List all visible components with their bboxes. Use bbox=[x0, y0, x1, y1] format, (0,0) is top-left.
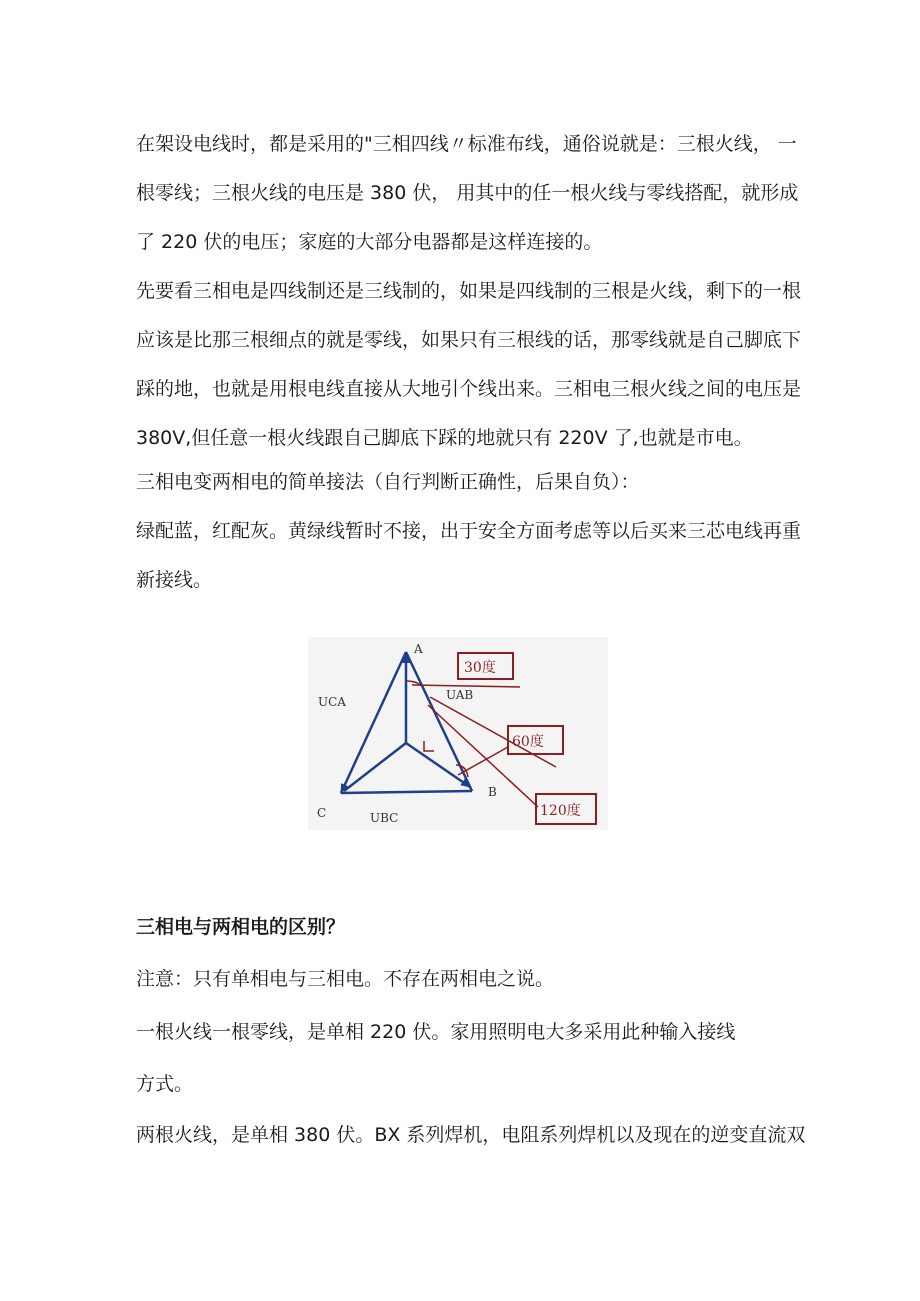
body-text-line: 新接线。 bbox=[136, 569, 213, 591]
uab-label: UAB bbox=[446, 688, 474, 702]
vertex-b-label: B bbox=[488, 785, 497, 799]
body-text-line: 一根火线一根零线，是单相 220 伏。家用照明电大多采用此种输入接线 bbox=[136, 1021, 736, 1043]
body-text-line: 方式。 bbox=[136, 1073, 194, 1095]
angle-120-label: 120度 bbox=[540, 803, 581, 819]
body-text-line: 两根火线，是单相 380 伏。BX 系列焊机，电阻系列焊机以及现在的逆变直流双 bbox=[136, 1124, 806, 1146]
vertex-a-label: A bbox=[414, 642, 423, 656]
body-text-line: 绿配蓝，红配灰。黄绿线暂时不接，出于安全方面考虑等以后买来三芯电线再重 bbox=[136, 520, 802, 542]
body-text-line: 先要看三相电是四线制还是三线制的，如果是四线制的三根是火线，剩下的一根 bbox=[136, 280, 802, 302]
body-text-line: 了 220 伏的电压；家庭的大部分电器都是这样连接的。 bbox=[136, 231, 603, 253]
body-text-line: 380V,但任意一根火线跟自己脚底下踩的地就只有 220V 了,也就是市电。 bbox=[136, 427, 753, 449]
vertex-c-label: C bbox=[317, 806, 327, 820]
uca-label: UCA bbox=[318, 695, 346, 709]
body-text-line: 在架设电线时，都是采用的"三相四线〃标准布线，通俗说就是：三根火线， 一 bbox=[136, 133, 797, 155]
section-heading: 三相电与两相电的区别？ bbox=[136, 916, 346, 938]
three-phase-vector-diagram bbox=[308, 637, 608, 830]
body-text-line: 注意：只有单相电与三相电。不存在两相电之说。 bbox=[136, 968, 555, 990]
angle-30-label: 30度 bbox=[464, 660, 496, 676]
body-text-line: 应该是比那三根细点的就是零线，如果只有三根线的话，那零线就是自己脚底下 bbox=[136, 329, 802, 351]
angle-60-label: 60度 bbox=[512, 734, 544, 750]
body-text-line: 根零线；三根火线的电压是 380 伏， 用其中的任一根火线与零线搭配，就形成 bbox=[136, 182, 799, 204]
body-text-line: 三相电变两相电的简单接法（自行判断正确性，后果自负）： bbox=[136, 471, 640, 493]
ubc-label: UBC bbox=[370, 811, 399, 825]
body-text-line: 踩的地，也就是用根电线直接从大地引个线出来。三相电三根火线之间的电压是 bbox=[136, 378, 802, 400]
